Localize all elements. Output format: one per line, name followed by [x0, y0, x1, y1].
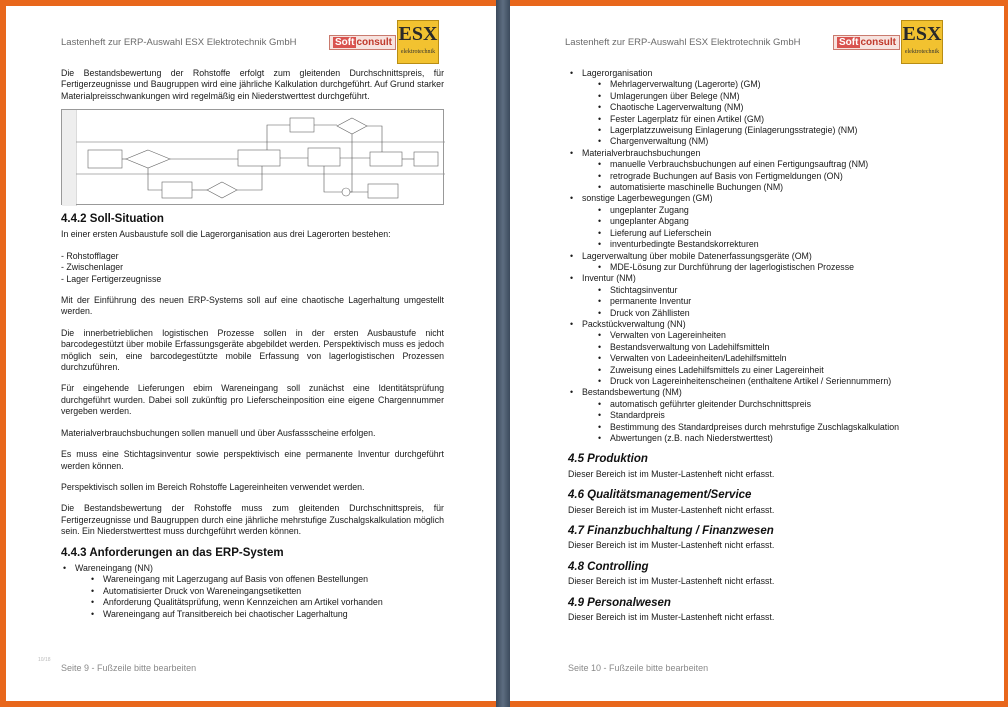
section-text: Dieser Bereich ist im Muster-Lastenheft nicht erfasst.: [568, 504, 775, 515]
list-item: • Inventur (NM) • Stichtagsinventur • permanente Inventur • Druck von Zähllisten: [568, 273, 968, 319]
paragraph: Perspektivisch sollen im Bereich Rohstoffe Lagereinheiten verwendet werden.: [61, 481, 365, 492]
list-item: • Wareneingang auf Transitbereich bei chaotischer Lagerhaltung: [75, 609, 444, 620]
list-item: • Abwertungen (z.B. nach Niederstwerttest): [582, 433, 968, 444]
list-item: • Packstückverwaltung (NN) • Verwalten von Lagereinheiten • Bestandsverwaltung von Ladehilfsmitteln • Verwalten von Ladeeinheiten/Ladehilfsmitteln • Zuweisung eines Ladehilfsmittels zu einer Lagereinheit • Druck von Lagereinheitenscheinen (enthaltene Artikel / Seriennummern): [568, 319, 968, 387]
list-item: • retrograde Buchungen auf Basis von Fertigmeldungen (ON): [582, 171, 968, 182]
list-item: • automatisch geführter gleitender Durchschnittspreis: [582, 399, 968, 410]
section-text: Dieser Bereich ist im Muster-Lastenheft nicht erfasst.: [568, 468, 775, 479]
list-item: • Chaotische Lagerverwaltung (NM): [582, 102, 968, 113]
section-heading: 4.8 Controlling: [568, 560, 649, 573]
paragraph: Materialverbrauchsbuchungen sollen manuell und über Ausfassscheine erfolgen.: [61, 427, 376, 438]
list-item: • sonstige Lagerbewegungen (GM) • ungeplanter Zugang • ungeplanter Abgang • Lieferung auf Lieferschein • inventurbedingte Bestandskorrekturen: [568, 193, 968, 250]
list-item: • automatisierte maschinelle Buchungen (NM): [582, 182, 968, 193]
softconsult-logo: Soft consult: [833, 35, 900, 50]
list-item: • Chargenverwaltung (NM): [582, 136, 968, 147]
paragraph: Die innerbetrieblichen logistischen Prozesse sollen in der ersten Ausbaustufe nicht barcodegestützt über mobile Erfassungsgeräte abgebildet werden. Perspektivisch muss es jedoch möglich sein, eine barcodegestützte mobile Erfassung von lagerlogistischen Prozessen durchzuführen.: [61, 327, 444, 373]
list-item: • Fester Lagerplatz für einen Artikel (GM): [582, 114, 968, 125]
lager-item: - Lager Fertigerzeugnisse: [61, 273, 162, 284]
sections: [568, 454, 968, 623]
section-text: Dieser Bereich ist im Muster-Lastenheft nicht erfasst.: [568, 612, 775, 623]
process-diagram: [61, 109, 444, 205]
section-text: Dieser Bereich ist im Muster-Lastenheft nicht erfasst.: [568, 576, 775, 587]
page-9: [6, 6, 496, 701]
esx-logo: ESX elektrotechnik: [901, 20, 943, 64]
list-item: • Wareneingang (NN) • Wareneingang mit Lagerzugang auf Basis von offenen Bestellungen • Automatisierter Druck von Wareneingangsetiketten • Anforderung Qualitätsprüfung, wenn Kennzeichen am Artikel vorhanden • Wareneingang auf Transitbereich bei chaotischer Lagerhaltung: [61, 563, 444, 620]
page-footer: Seite 9 - Fußzeile bitte bearbeiten: [61, 663, 197, 673]
page-header: [61, 23, 480, 62]
section-heading: 4.6 Qualitätsmanagement/Service: [568, 489, 752, 502]
list-item: • Stichtagsinventur: [582, 285, 968, 296]
section-heading: 4.7 Finanzbuchhaltung / Finanzwesen: [568, 525, 774, 538]
list-item: • permanente Inventur: [582, 296, 968, 307]
list-item: • Bestimmung des Standardpreises durch mehrstufige Zuschlagskalkulation: [582, 422, 968, 433]
softconsult-logo: Soft consult: [329, 35, 396, 50]
heading-soll-situation: 4.4.2 Soll-Situation: [61, 213, 164, 225]
book-spine: [496, 0, 510, 707]
list-item: • Lagerorganisation • Mehrlagerverwaltung (Lagerorte) (GM) • Umlagerungen über Belege (NM) • Chaotische Lagerverwaltung (NM) • Fester Lagerplatz für einen Artikel (GM) • Lagerplatzzuweisung Einlagerung (Einlagerungsstrategie) (NM) • Chargenverwaltung (NM): [568, 68, 968, 148]
list-item: • Umlagerungen über Belege (NM): [582, 91, 968, 102]
section-heading: 4.9 Personalwesen: [568, 596, 671, 609]
list-item: • Wareneingang mit Lagerzugang auf Basis von offenen Bestellungen: [75, 574, 444, 585]
paragraph: Es muss eine Stichtagsinventur sowie perspektivisch eine permanente Inventur durchgeführt werden können.: [61, 449, 444, 471]
page-footer: Seite 10 - Fußzeile bitte bearbeiten: [568, 663, 709, 673]
lager-item: - Rohstofflager: [61, 250, 119, 261]
intro-paragraph: Die Bestandsbewertung der Rohstoffe erfolgt zum gleitenden Durchschnittspreis, für Fertigerzeugnisse und Baugruppen wird eine jährliche Kalkulation durchgeführt. Auf Grund starker Materialpreisschwankungen wird regelmäßig ein Niederstwerttest durchgeführt.: [61, 68, 444, 101]
right-main-content: [568, 68, 968, 623]
left-main-content: [61, 210, 444, 620]
intro-block: [61, 68, 444, 102]
list-item: • Bestandsverwaltung von Ladehilfsmitteln: [582, 342, 968, 353]
list-item: • Materialverbrauchsbuchungen • manuelle Verbrauchsbuchungen auf einen Fertigungsauftrag (NM) • retrograde Buchungen auf Basis von Fertigmeldungen (ON) • automatisierte maschinelle Buchungen (NM): [568, 148, 968, 194]
list-item: • Lieferung auf Lieferschein: [582, 228, 968, 239]
list-item: • Lagerverwaltung über mobile Datenerfassungsgeräte (OM) • MDE-Lösung zur Durchführung der lagerlogistischen Prozesse: [568, 251, 968, 274]
list-item: • Verwalten von Ladeeinheiten/Ladehilfsmitteln: [582, 353, 968, 364]
header-title: Lastenheft zur ERP-Auswahl ESX Elektrotechnik GmbH: [61, 37, 297, 48]
list-item: • inventurbedingte Bestandskorrekturen: [582, 239, 968, 250]
requirements-list: [568, 68, 968, 444]
esx-logo: ESX elektrotechnik: [397, 20, 439, 64]
list-item: • Mehrlagerverwaltung (Lagerorte) (GM): [582, 79, 968, 90]
paragraph: Die Bestandsbewertung der Rohstoffe muss zum gleitenden Durchschnittspreis, für Fertigerzeugnisse und Baugruppen durch eine jährliche mehrstufige Zuschalgskalkulation möglich sein. Ein Niederstwerttest muss durchgeführt werden können.: [61, 503, 444, 537]
header-title: Lastenheft zur ERP-Auswahl ESX Elektrotechnik GmbH: [565, 37, 801, 48]
heading-anforderungen: 4.4.3 Anforderungen an das ERP-System: [61, 546, 284, 559]
lager-item: - Zwischenlager: [61, 262, 124, 273]
paragraph: Für eingehende Lieferungen ebim Wareneingang soll zunächst eine Identitätsprüfung durchgeführt wurden. Dabei soll zukünftig pro Lieferscheinposition eine eigene Chargennummer vergeben werden.: [61, 383, 444, 417]
page-10: [510, 6, 1004, 701]
list-item: • Automatisierter Druck von Wareneingangsetiketten: [75, 586, 444, 597]
section-text: Dieser Bereich ist im Muster-Lastenheft nicht erfasst.: [568, 540, 775, 551]
list-item: • ungeplanter Zugang: [582, 205, 968, 216]
page-header: [565, 23, 988, 62]
list-item: • Druck von Lagereinheitenscheinen (enthaltene Artikel / Seriennummern): [582, 376, 968, 387]
lager-list: [61, 251, 444, 285]
list-item: • Bestandsbewertung (NM) • automatisch geführter gleitender Durchschnittspreis • Standardpreis • Bestimmung des Standardpreises durch mehrstufige Zuschlagskalkulation • Abwertungen (z.B. nach Niederstwerttest): [568, 387, 968, 444]
list-item: • Standardpreis: [582, 410, 968, 421]
list-item: • Lagerplatzzuweisung Einlagerung (Einlagerungsstrategie) (NM): [582, 125, 968, 136]
section-heading: 4.5 Produktion: [568, 453, 648, 466]
page-number-small: 10/18: [38, 657, 51, 663]
paragraph: In einer ersten Ausbaustufe soll die Lagerorganisation aus drei Lagerorten bestehen:: [61, 229, 391, 240]
list-item: • Zuweisung eines Ladehilfsmittels zu einer Lagereinheit: [582, 365, 968, 376]
list-item: • ungeplanter Abgang: [582, 216, 968, 227]
paragraph: Mit der Einführung des neuen ERP-Systems soll auf eine chaotische Lagerhaltung umgestellt werden.: [61, 295, 444, 317]
list-item: • MDE-Lösung zur Durchführung der lagerlogistischen Prozesse: [582, 262, 968, 273]
requirements-list: [61, 563, 444, 620]
list-item: • Druck von Zähllisten: [582, 308, 968, 319]
list-item: • Anforderung Qualitätsprüfung, wenn Kennzeichen am Artikel vorhanden: [75, 597, 444, 608]
list-item: • manuelle Verbrauchsbuchungen auf einen Fertigungsauftrag (NM): [582, 159, 968, 170]
list-item: • Verwalten von Lagereinheiten: [582, 330, 968, 341]
